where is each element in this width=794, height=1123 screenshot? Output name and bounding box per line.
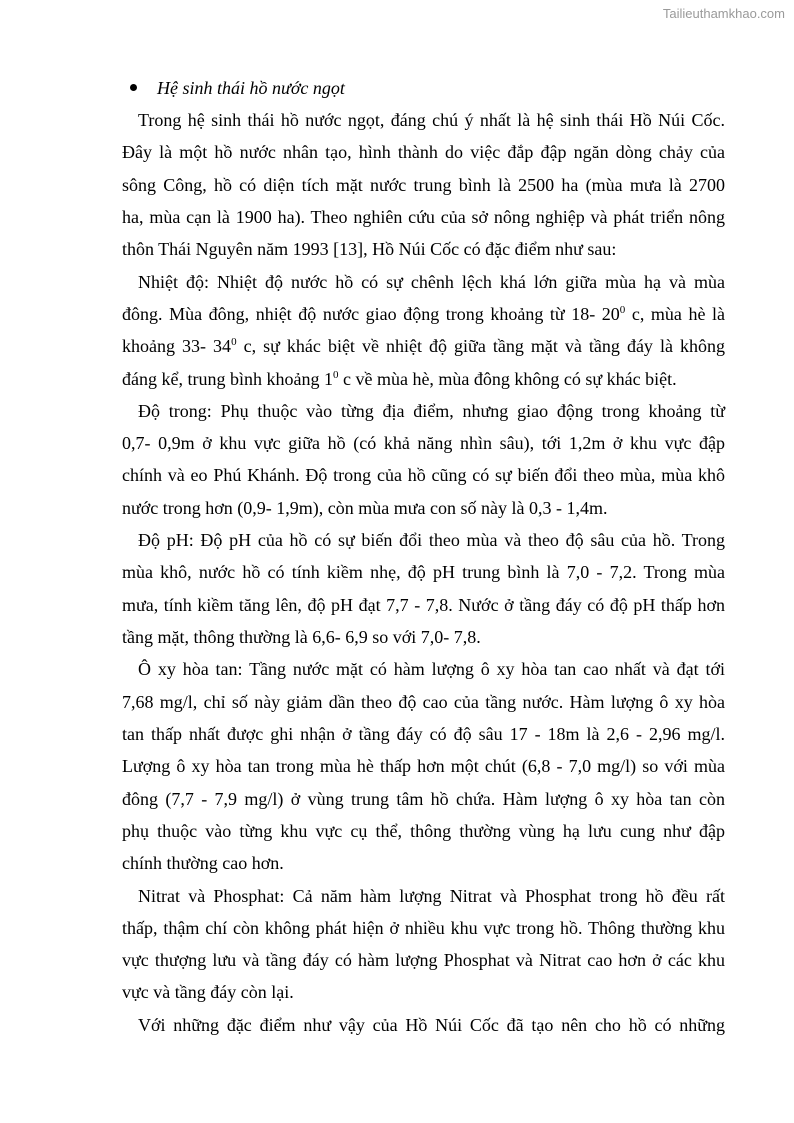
text-line: mùa khô, nước hồ có tính kiềm nhẹ, độ pH trung bình là 7,0 - 7,2. Trong mùa [122, 562, 725, 583]
text-line: Trong hệ sinh thái hồ nước ngọt, đáng chú ý nhất là hệ sinh thái Hồ Núi Cốc. [138, 110, 725, 130]
watermark: Tailieuthamkhao.com [662, 6, 785, 21]
text-line: thấp, thậm chí còn không phát hiện ở nhiều khu vực trong hồ. Thông thường khu [122, 917, 725, 938]
bullet-icon [130, 84, 137, 91]
text-line: Với những đặc điểm như vậy của Hồ Núi Cốc đã tạo nên cho hồ có những [138, 1014, 725, 1035]
text-line [122, 366, 725, 398]
document-body [122, 107, 725, 1044]
text-segment: đáng kể, trung bình khoảng 1 [122, 368, 333, 389]
text-line: đông (7,7 - 7,9 mg/l) ở vùng trung tâm hồ chứa. Hàm lượng ô xy hòa tan còn [122, 788, 725, 809]
text-line: phụ thuộc vào từng khu vực cụ thể, thông thường vùng hạ lưu cung như đập [122, 820, 725, 841]
text-line: Độ trong: Phụ thuộc vào từng địa điểm, nhưng giao động trong khoảng từ [138, 400, 725, 421]
text-segment: đông. Mùa đông, nhiệt độ nước giao động trong khoảng từ 18- 20 [122, 303, 620, 324]
superscript: 0 [332, 368, 339, 381]
text-line: thôn Thái Nguyên năm 1993 [13], Hồ Núi Cốc có đặc điểm như sau: [122, 239, 617, 260]
text-line: ha, mùa cạn là 1900 ha). Theo nghiên cứu của sở nông nghiệp và phát triển nông [122, 206, 725, 227]
paragraph [122, 1012, 725, 1044]
text-line: Nitrat và Phosphat: Cả năm hàm lượng Nitrat và Phosphat trong hồ đều rất [138, 885, 725, 906]
text-line: chính và eo Phú Khánh. Độ trong của hồ cũng có sự biến đổi theo mùa, mùa khô [122, 465, 725, 486]
text-line: tan thấp nhất được ghi nhận ở tầng đáy có độ sâu 17 - 18m là 2,6 - 2,96 mg/l. [122, 723, 725, 744]
text-line: mưa, tính kiềm tăng lên, độ pH đạt 7,7 - 7,8. Nước ở tầng đáy có độ pH thấp hơn [122, 594, 725, 615]
text-line: 0,7- 0,9m ở khu vực giữa hồ (có khả năng nhìn sâu), tới 1,2m ở khu vực đập [122, 433, 725, 454]
text-line [122, 301, 725, 333]
paragraph [122, 883, 725, 1012]
text-line: Đây là một hồ nước nhân tạo, hình thành do việc đắp đập ngăn dòng chảy của [122, 142, 725, 163]
paragraph [122, 656, 725, 882]
section-heading [130, 76, 345, 100]
superscript: 0 [619, 303, 626, 316]
text-line [122, 333, 725, 365]
paragraph [122, 107, 725, 269]
text-line: chính thường cao hơn. [122, 853, 284, 874]
text-line: Ô xy hòa tan: Tầng nước mặt có hàm lượng ô xy hòa tan cao nhất và đạt tới [138, 659, 725, 680]
paragraph [122, 269, 725, 398]
text-line: Lượng ô xy hòa tan trong mùa hè thấp hơn một chút (6,8 - 7,0 mg/l) so với mùa [122, 756, 725, 777]
superscript: 0 [231, 336, 237, 349]
paragraph [122, 527, 725, 656]
text-line: sông Công, hồ có diện tích mặt nước trung bình là 2500 ha (mùa mưa là 2700 [122, 174, 725, 195]
text-line: Nhiệt độ: Nhiệt độ nước hồ có sự chênh lệch khá lớn giữa mùa hạ và mùa [138, 271, 725, 292]
text-segment: c, mùa hè là [625, 303, 725, 324]
text-line: nước trong hơn (0,9- 1,9m), còn mùa mưa con số này là 0,3 - 1,4m. [122, 497, 608, 518]
section-heading-text: Hệ sinh thái hồ nước ngọt [157, 78, 345, 98]
text-line: tầng mặt, thông thường là 6,6- 6,9 so với 7,0- 7,8. [122, 627, 481, 647]
paragraph [122, 398, 725, 527]
text-line: vực thượng lưu và tầng đáy có hàm lượng Phosphat và Nitrat cao hơn ở các khu [122, 950, 725, 971]
text-segment: c về mùa hè, mùa đông không có sự khác biệt. [338, 368, 677, 389]
text-line: Độ pH: Độ pH của hồ có sự biến đổi theo mùa và theo độ sâu của hồ. Trong [138, 530, 725, 551]
text-line: vực và tầng đáy còn lại. [122, 982, 294, 1003]
text-segment: c, sự khác biệt về nhiệt độ giữa tầng mặt và tầng đáy là không [236, 336, 726, 357]
text-line: 7,68 mg/l, chỉ số này giảm dần theo độ cao của tầng nước. Hàm lượng ô xy hòa [122, 691, 725, 712]
text-segment: khoảng 33- 34 [122, 336, 232, 357]
